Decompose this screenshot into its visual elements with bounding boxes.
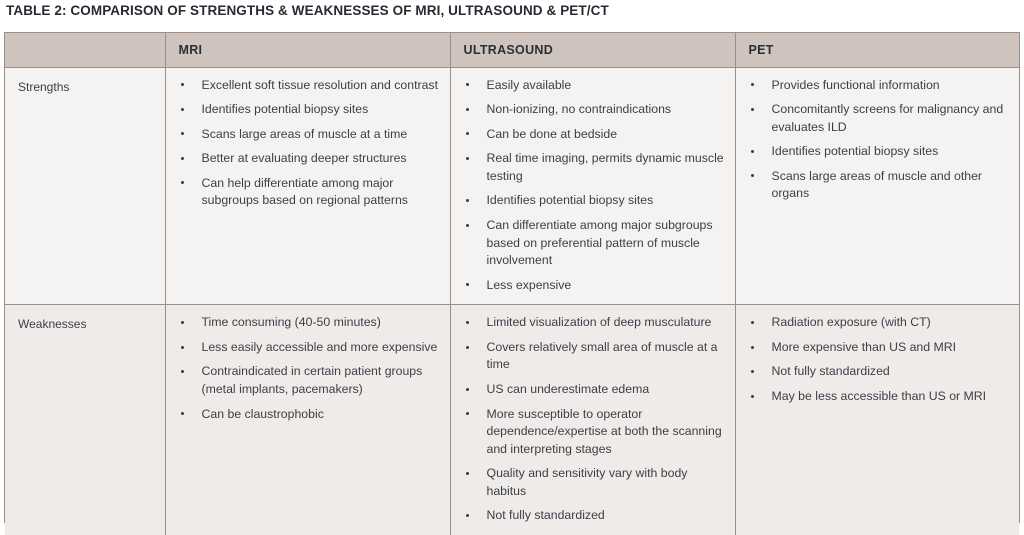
- list-item-text: Can be claustrophobic: [201, 406, 324, 421]
- bullet-icon: [181, 321, 184, 324]
- table-header-row: [5, 33, 1019, 67]
- bullet-icon: [466, 157, 469, 160]
- bullet-icon: [751, 370, 754, 373]
- row-label-cell-weaknesses: [5, 305, 165, 535]
- bullet-icon: [751, 150, 754, 153]
- list-item: [465, 314, 725, 332]
- bullet-list-strengths-ultrasound: [451, 68, 735, 305]
- bullet-icon: [751, 174, 754, 177]
- list-item-text: Easily available: [486, 77, 572, 92]
- list-item-text: Contraindicated in certain patient groups (metal implants, pacemakers): [201, 364, 423, 397]
- list-item-text: Radiation exposure (with CT): [771, 315, 931, 330]
- bullet-icon: [181, 157, 184, 160]
- bullet-icon: [466, 514, 469, 517]
- list-item: [750, 314, 1010, 332]
- list-item-text: Provides functional information: [771, 77, 940, 92]
- bullet-icon: [466, 199, 469, 202]
- row-label-cell-strengths: [5, 67, 165, 305]
- list-item: [465, 339, 725, 374]
- bullet-icon: [466, 472, 469, 475]
- bullet-icon: [751, 321, 754, 324]
- list-item: [465, 126, 725, 144]
- list-item: [465, 150, 725, 185]
- list-item-text: Scans large areas of muscle at a time: [201, 126, 408, 141]
- bullet-icon: [751, 395, 754, 398]
- bullet-icon: [751, 83, 754, 86]
- list-item-text: Can be done at bedside: [486, 126, 618, 141]
- bullet-icon: [466, 83, 469, 86]
- list-item: [465, 406, 725, 459]
- list-item: [750, 143, 1010, 161]
- bullet-list-weaknesses-ultrasound: [451, 305, 735, 535]
- list-item: [180, 101, 440, 119]
- list-item-text: Time consuming (40-50 minutes): [201, 315, 381, 330]
- table-row-weaknesses: [5, 305, 1019, 535]
- list-item-text: More expensive than US and MRI: [771, 339, 957, 354]
- bullet-icon: [181, 370, 184, 373]
- cell-strengths-ultrasound: [450, 67, 735, 305]
- list-item: [750, 339, 1010, 357]
- list-item-text: Not fully standardized: [771, 364, 890, 379]
- bullet-icon: [181, 412, 184, 415]
- cell-weaknesses-mri: [165, 305, 450, 535]
- bullet-icon: [466, 132, 469, 135]
- list-item-text: Identifies potential biopsy sites: [201, 102, 369, 117]
- list-item-text: Limited visualization of deep musculature: [486, 315, 712, 330]
- list-item: [180, 77, 440, 95]
- list-item: [750, 101, 1010, 136]
- header-cell-ultrasound: ULTRASOUND: [450, 33, 735, 67]
- list-item-text: Less expensive: [486, 277, 572, 292]
- list-item: [465, 465, 725, 500]
- bullet-list-weaknesses-mri: [166, 305, 450, 433]
- bullet-icon: [466, 346, 469, 349]
- list-item: [180, 406, 440, 424]
- bullet-icon: [466, 283, 469, 286]
- row-label-weaknesses: Weaknesses: [18, 317, 87, 332]
- list-item-text: Less easily accessible and more expensive: [201, 339, 438, 354]
- list-item: [465, 217, 725, 270]
- header-cell-pet: PET: [735, 33, 1019, 67]
- list-item: [750, 168, 1010, 203]
- bullet-icon: [181, 346, 184, 349]
- list-item-text: May be less accessible than US or MRI: [771, 389, 987, 404]
- bullet-icon: [181, 181, 184, 184]
- list-item: [465, 277, 725, 295]
- list-item-text: Covers relatively small area of muscle at a time: [486, 339, 718, 372]
- list-item: [180, 314, 440, 332]
- bullet-list-strengths-pet: [736, 68, 1020, 213]
- list-item-text: More susceptible to operator dependence/expertise at both the scanning and interpreting stages: [486, 406, 722, 456]
- bullet-icon: [751, 346, 754, 349]
- list-item-text: Identifies potential biopsy sites: [771, 144, 939, 159]
- header-cell-mri: MRI: [165, 33, 450, 67]
- list-item: [180, 363, 440, 398]
- list-item: [465, 507, 725, 525]
- table-body: [5, 67, 1019, 535]
- list-item-text: Excellent soft tissue resolution and contrast: [201, 77, 438, 92]
- bullet-icon: [466, 321, 469, 324]
- header-cell-corner: [5, 33, 165, 67]
- table-header: [5, 33, 1019, 67]
- list-item: [465, 101, 725, 119]
- bullet-list-weaknesses-pet: [736, 305, 1020, 415]
- bullet-icon: [751, 108, 754, 111]
- cell-strengths-pet: [735, 67, 1019, 305]
- list-item: [180, 126, 440, 144]
- list-item-text: Identifies potential biopsy sites: [486, 193, 654, 208]
- list-item: [465, 192, 725, 210]
- cell-weaknesses-pet: [735, 305, 1019, 535]
- list-item-text: US can underestimate edema: [486, 382, 650, 397]
- list-item: [180, 150, 440, 168]
- table-row-strengths: [5, 67, 1019, 305]
- bullet-icon: [181, 108, 184, 111]
- list-item-text: Better at evaluating deeper structures: [201, 151, 407, 166]
- list-item: [180, 175, 440, 210]
- list-item: [465, 77, 725, 95]
- list-item: [180, 339, 440, 357]
- cell-strengths-mri: [165, 67, 450, 305]
- cell-weaknesses-ultrasound: [450, 305, 735, 535]
- bullet-list-strengths-mri: [166, 68, 450, 220]
- list-item-text: Not fully standardized: [486, 508, 605, 523]
- bullet-icon: [181, 132, 184, 135]
- bullet-icon: [466, 388, 469, 391]
- comparison-table-container: [4, 32, 1020, 523]
- bullet-icon: [466, 412, 469, 415]
- table-caption: TABLE 2: COMPARISON OF STRENGTHS & WEAKNESSES OF MRI, ULTRASOUND & PET/CT: [6, 3, 609, 18]
- list-item-text: Real time imaging, permits dynamic muscle testing: [486, 151, 724, 183]
- bullet-icon: [466, 224, 469, 227]
- list-item-text: Can help differentiate among major subgroups based on regional patterns: [201, 175, 408, 208]
- list-item: [750, 77, 1010, 95]
- bullet-icon: [181, 83, 184, 86]
- list-item-text: Can differentiate among major subgroups based on preferential pattern of muscle involvement: [486, 217, 713, 268]
- row-label-strengths: Strengths: [18, 79, 70, 94]
- list-item-text: Concomitantly screens for malignancy and evaluates ILD: [771, 102, 1004, 134]
- list-item: [750, 363, 1010, 381]
- list-item: [750, 388, 1010, 406]
- list-item-text: Scans large areas of muscle and other organs: [771, 168, 983, 201]
- list-item-text: Non-ionizing, no contraindications: [486, 102, 672, 117]
- list-item-text: Quality and sensitivity vary with body habitus: [486, 466, 688, 498]
- bullet-icon: [466, 108, 469, 111]
- list-item: [465, 381, 725, 399]
- comparison-table: [5, 33, 1019, 535]
